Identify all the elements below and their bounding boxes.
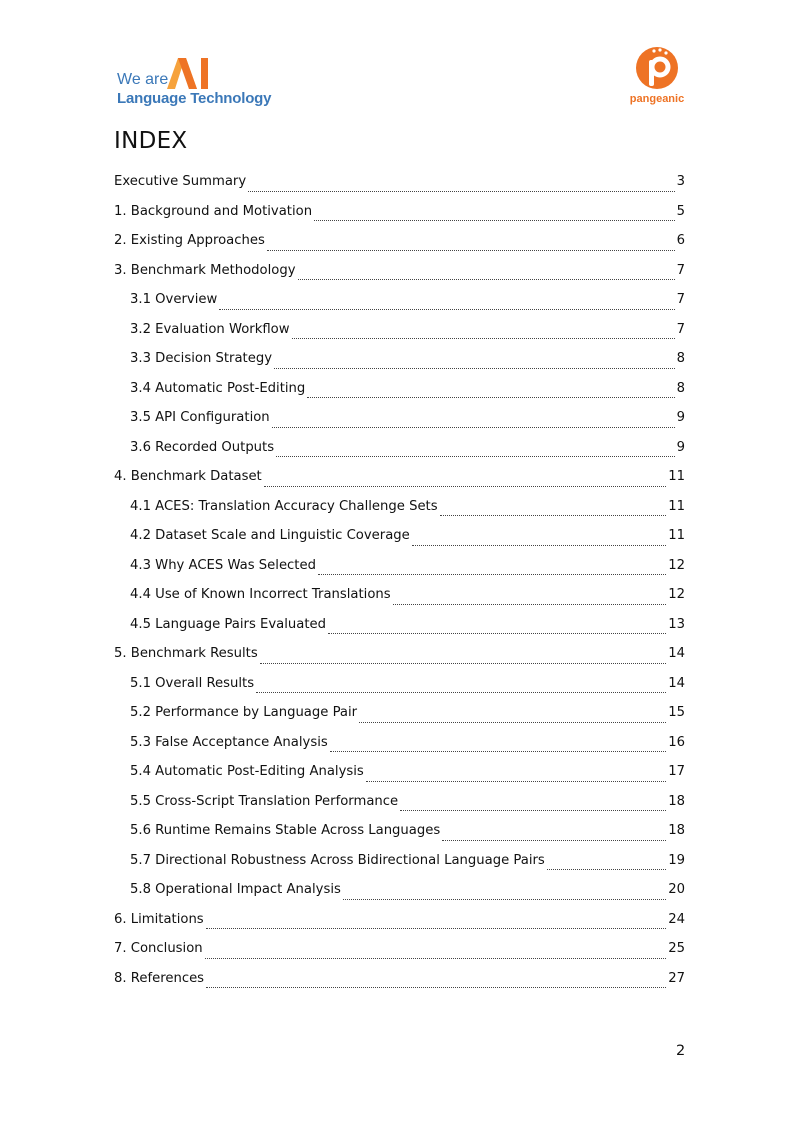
toc-entry[interactable] <box>114 554 685 584</box>
toc-entry[interactable] <box>114 760 685 790</box>
toc-entry-title: 3. Benchmark Methodology <box>114 262 296 278</box>
toc-entry-page: 14 <box>668 646 685 661</box>
toc-entry-page: 6 <box>676 233 685 248</box>
toc-entry[interactable] <box>114 318 685 348</box>
toc-entry[interactable] <box>114 672 685 702</box>
toc-entry[interactable] <box>114 229 685 259</box>
toc-dot-leader <box>412 544 666 546</box>
toc-dot-leader <box>256 691 666 693</box>
toc-entry-page: 11 <box>668 498 685 514</box>
toc-entry-title: 3.3 Decision Strategy <box>130 351 273 366</box>
toc-entry-title: 4. Benchmark Dataset <box>114 469 262 484</box>
toc-entry-page: 27 <box>668 970 685 986</box>
toc-entry-page: 8 <box>676 380 685 396</box>
toc-entry[interactable] <box>114 790 685 820</box>
toc-entry-title: 5.8 Operational Impact Analysis <box>130 882 341 897</box>
toc-entry-page: 25 <box>668 941 685 956</box>
toc-dot-leader <box>366 780 666 782</box>
toc-entry-title: 5.5 Cross-Script Translation Performance <box>130 793 399 809</box>
toc-entry-title: 5.2 Performance by Language Pair <box>130 705 358 720</box>
toc-entry[interactable] <box>114 878 685 908</box>
toc-dot-leader <box>314 219 675 221</box>
toc-entry-page: 3 <box>676 174 685 189</box>
toc-entry-title: 6. Limitations <box>114 911 204 927</box>
toc-entry-title: 3.4 Automatic Post-Editing <box>130 380 306 396</box>
toc-entry[interactable] <box>114 200 685 230</box>
logo-tagline-language-technology: Language Technology <box>117 90 272 107</box>
toc-entry-page: 12 <box>668 557 685 573</box>
ai-mark-icon <box>165 56 211 94</box>
toc-entry-title: 1. Background and Motivation <box>114 203 313 219</box>
toc-entry-page: 5 <box>676 203 685 219</box>
toc-entry-page: 18 <box>668 823 685 838</box>
toc-dot-leader <box>267 249 675 251</box>
toc-entry[interactable] <box>114 288 685 318</box>
toc-dot-leader <box>307 396 674 398</box>
toc-dot-leader <box>442 839 666 841</box>
toc-entry-title: 4.1 ACES: Translation Accuracy Challenge Sets <box>130 498 438 514</box>
toc-dot-leader <box>205 957 667 959</box>
toc-dot-leader <box>400 809 666 811</box>
toc-entry-page: 16 <box>668 734 685 750</box>
toc-entry[interactable] <box>114 937 685 967</box>
we-are-ai-logo <box>117 56 277 112</box>
toc-entry-title: 5.7 Directional Robustness Across Bidirectional Language Pairs <box>130 852 545 868</box>
toc-entry-title: 4.2 Dataset Scale and Linguistic Coverage <box>130 528 410 543</box>
toc-entry-page: 7 <box>676 321 685 337</box>
toc-dot-leader <box>330 750 666 752</box>
toc-entry[interactable] <box>114 170 685 200</box>
toc-entry-title: 5. Benchmark Results <box>114 646 258 661</box>
toc-entry-page: 13 <box>668 616 685 632</box>
toc-entry-page: 19 <box>668 852 685 868</box>
toc-dot-leader <box>219 308 674 310</box>
logo-tagline-we-are: We are <box>117 71 169 88</box>
toc-entry[interactable] <box>114 377 685 407</box>
toc-entry-title: 3.5 API Configuration <box>130 410 270 425</box>
toc-entry[interactable] <box>114 436 685 466</box>
toc-entry-title: 4.4 Use of Known Incorrect Translations <box>130 587 391 602</box>
toc-entry-page: 12 <box>668 587 685 602</box>
toc-dot-leader <box>343 898 666 900</box>
toc-entry[interactable] <box>114 908 685 938</box>
toc-dot-leader <box>272 426 675 428</box>
toc-dot-leader <box>274 367 675 369</box>
toc-entry-page: 8 <box>676 351 685 366</box>
toc-dot-leader <box>328 632 666 634</box>
toc-entry[interactable] <box>114 465 685 495</box>
toc-dot-leader <box>440 514 667 516</box>
toc-dot-leader <box>206 986 666 988</box>
toc-entry-page: 9 <box>676 410 685 425</box>
toc-entry-page: 11 <box>668 469 685 484</box>
toc-entry-title: 4.3 Why ACES Was Selected <box>130 557 316 573</box>
toc-entry-page: 18 <box>668 793 685 809</box>
toc-entry-page: 7 <box>676 262 685 278</box>
toc-entry[interactable] <box>114 613 685 643</box>
toc-entry-page: 7 <box>676 292 685 307</box>
toc-dot-leader <box>547 868 666 870</box>
table-of-contents <box>114 170 685 996</box>
toc-dot-leader <box>298 278 675 280</box>
toc-entry[interactable] <box>114 819 685 849</box>
toc-dot-leader <box>248 190 674 192</box>
toc-entry[interactable] <box>114 524 685 554</box>
toc-entry[interactable] <box>114 259 685 289</box>
toc-entry-page: 9 <box>676 439 685 455</box>
toc-entry-title: 5.3 False Acceptance Analysis <box>130 734 328 750</box>
toc-entry-page: 20 <box>668 882 685 897</box>
toc-dot-leader <box>276 455 675 457</box>
toc-entry-title: 7. Conclusion <box>114 941 203 956</box>
pangeanic-wordmark: pangeanic <box>629 93 685 105</box>
toc-dot-leader <box>359 721 666 723</box>
toc-dot-leader <box>260 662 667 664</box>
toc-dot-leader <box>318 573 666 575</box>
toc-entry[interactable] <box>114 583 685 613</box>
toc-entry-title: Executive Summary <box>114 174 247 189</box>
toc-entry-title: 5.4 Automatic Post-Editing Analysis <box>130 764 364 779</box>
toc-entry-page: 15 <box>668 705 685 720</box>
toc-entry-title: 3.2 Evaluation Workflow <box>130 321 290 337</box>
page-number: 2 <box>676 1043 686 1059</box>
toc-entry[interactable] <box>114 642 685 672</box>
toc-dot-leader <box>292 337 675 339</box>
toc-dot-leader <box>206 927 667 929</box>
toc-entry-page: 11 <box>668 528 685 543</box>
toc-entry-title: 2. Existing Approaches <box>114 233 265 248</box>
toc-entry[interactable] <box>114 406 685 436</box>
toc-entry-title: 3.1 Overview <box>130 292 218 307</box>
toc-entry[interactable] <box>114 701 685 731</box>
toc-entry-title: 5.6 Runtime Remains Stable Across Languages <box>130 823 441 838</box>
index-title: INDEX <box>114 128 188 154</box>
toc-entry-page: 17 <box>668 764 685 779</box>
toc-entry[interactable] <box>114 849 685 879</box>
pangeanic-p-icon <box>631 46 683 98</box>
toc-entry[interactable] <box>114 347 685 377</box>
toc-entry-page: 14 <box>668 675 685 691</box>
toc-entry[interactable] <box>114 967 685 997</box>
toc-entry[interactable] <box>114 495 685 525</box>
pangeanic-logo <box>626 46 690 110</box>
toc-entry-title: 8. References <box>114 970 205 986</box>
toc-entry[interactable] <box>114 731 685 761</box>
toc-entry-title: 3.6 Recorded Outputs <box>130 439 275 455</box>
toc-entry-title: 5.1 Overall Results <box>130 675 255 691</box>
toc-entry-title: 4.5 Language Pairs Evaluated <box>130 616 327 632</box>
toc-dot-leader <box>393 603 667 605</box>
toc-dot-leader <box>264 485 666 487</box>
toc-entry-page: 24 <box>668 911 685 927</box>
